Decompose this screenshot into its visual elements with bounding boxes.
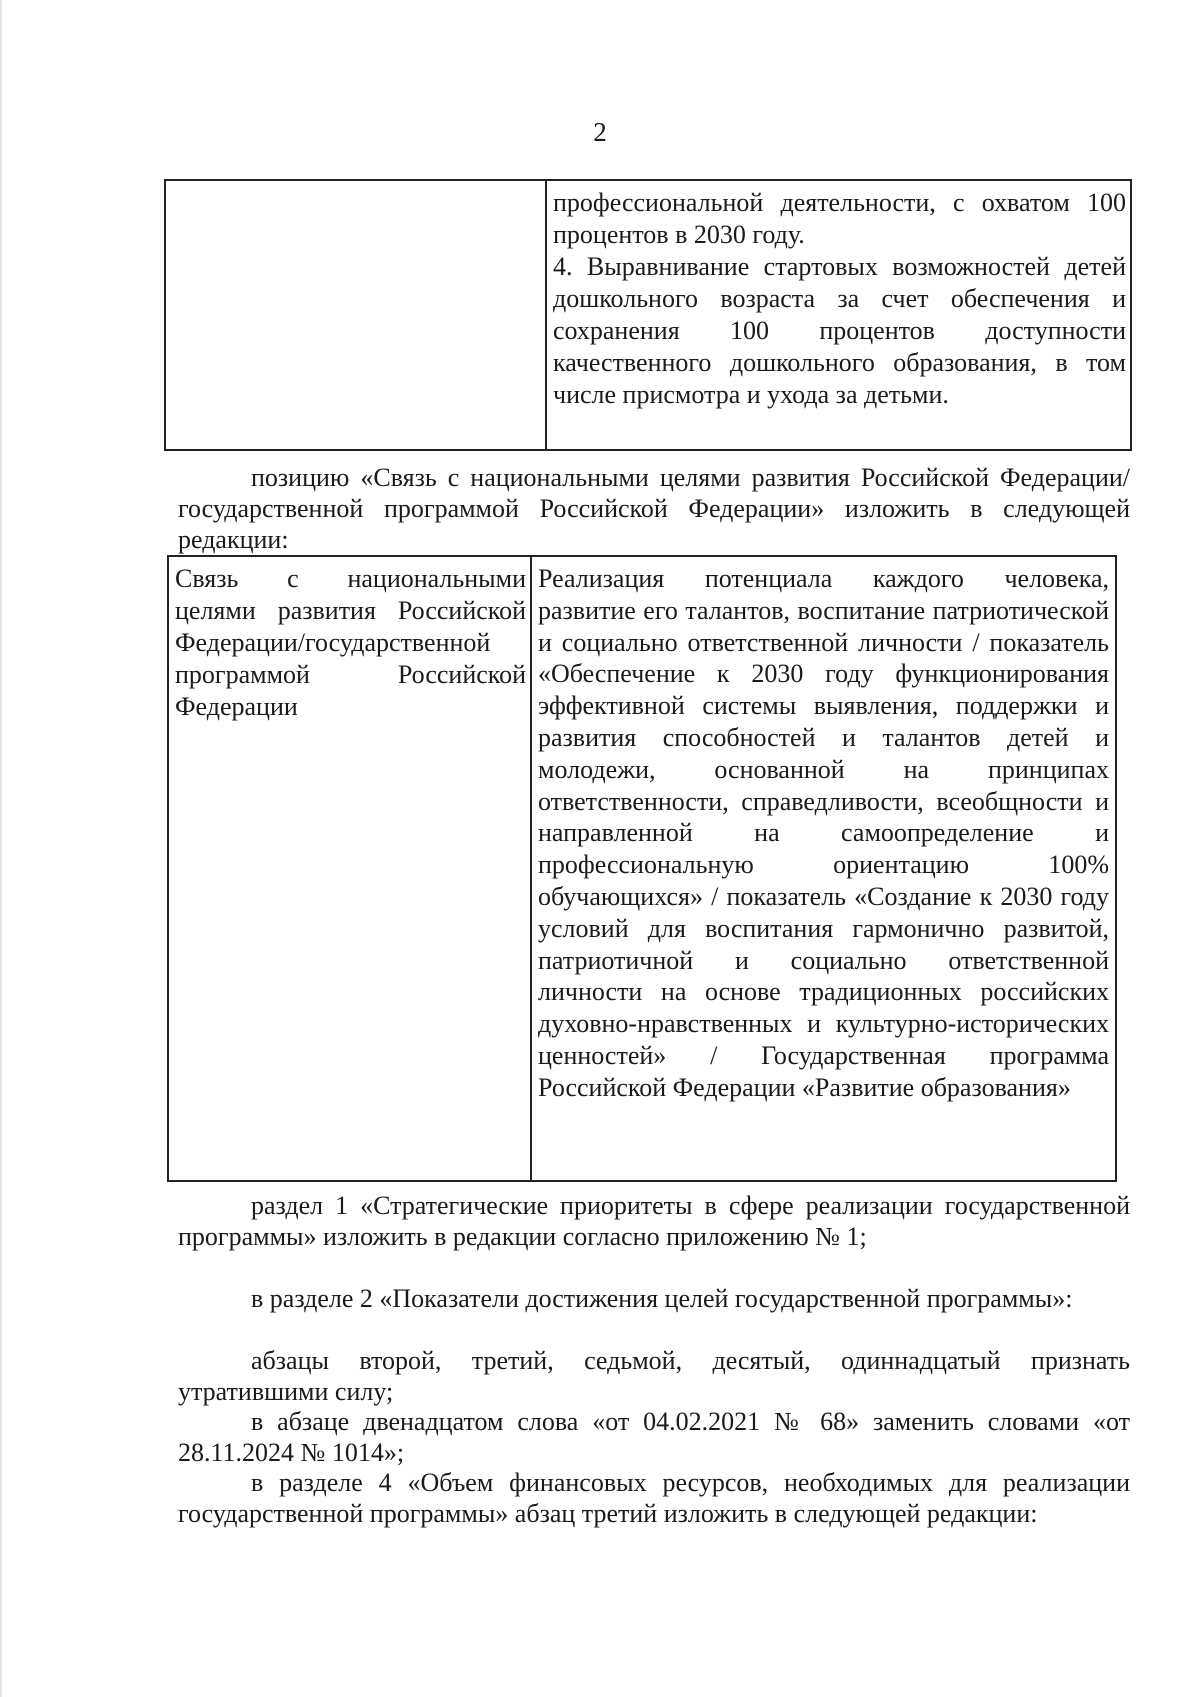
table-cell-goals (547, 181, 1130, 449)
paragraph-abzac-12 (178, 1406, 1130, 1468)
paragraph-text: в разделе 2 «Показатели достижения целей государственной программы»: (251, 1284, 1073, 1313)
table-label-text: Связь с национальными целями развития Российской Федерации/государственной программой Российской Федерации (175, 564, 526, 721)
page-number: 2 (593, 117, 607, 147)
paragraph-text: абзацы второй, третий, седьмой, десятый, одиннадцатый признать утратившими силу; (178, 1346, 1130, 1406)
table-cell-label (169, 557, 532, 1180)
goals-table-continuation (164, 179, 1132, 451)
paragraph-abzacy (178, 1345, 1130, 1407)
intro-paragraph (178, 462, 1130, 555)
scan-edge (0, 0, 3, 1697)
table-cell-empty (166, 181, 547, 449)
goals-text: профессиональной деятельности, с охватом 100 процентов в 2030 году. 4. Выравнивание стартовых возможностей детей дошкольного возраста за счет обеспечения и сохранения 100 процентов доступности качественного дошкольного образования, в том числе присмотра и ухода за детьми. (553, 188, 1126, 409)
national-goals-table (167, 555, 1117, 1182)
paragraph-text: раздел 1 «Стратегические приоритеты в сфере реализации государственной программы» изложить в редакции согласно приложению № 1; (178, 1191, 1130, 1251)
table-description-text: Реализация потенциала каждого человека, развитие его талантов, воспитание патриотической и социально ответственной личности / показатель «Обеспечение к 2030 году функционирования эффективной системы выявления, поддержки и развития способностей и талантов детей и молодежи, основанной на принципах ответственности, справедливости, всеобщности и направленной на самоопределение и профессиональную ориентацию 100% обучающихся» / показатель «Создание к 2030 году условий для воспитания гармонично развитой, патриотичной и социально ответственной личности на основе традиционных российских духовно-нравственных и культурно-исторических ценностей» / Государственная программа Российской Федерации «Развитие образования» (538, 564, 1109, 1102)
intro-paragraph-text: позицию «Связь с национальными целями развития Российской Федерации/государственной программой Российской Федерации» изложить в следующей редакции: (178, 463, 1130, 554)
paragraph-section-4 (178, 1467, 1130, 1529)
paragraph-text: в разделе 4 «Объем финансовых ресурсов, необходимых для реализации государственной программы» абзац третий изложить в следующей редакции: (178, 1468, 1130, 1528)
paragraph-text: в абзаце двенадцатом слова «от 04.02.2021 № 68» заменить словами «от 28.11.2024 № 1014»; (178, 1407, 1130, 1467)
paragraph-section-1 (178, 1190, 1130, 1252)
table-cell-description (532, 557, 1115, 1180)
paragraph-section-2 (178, 1283, 1130, 1314)
